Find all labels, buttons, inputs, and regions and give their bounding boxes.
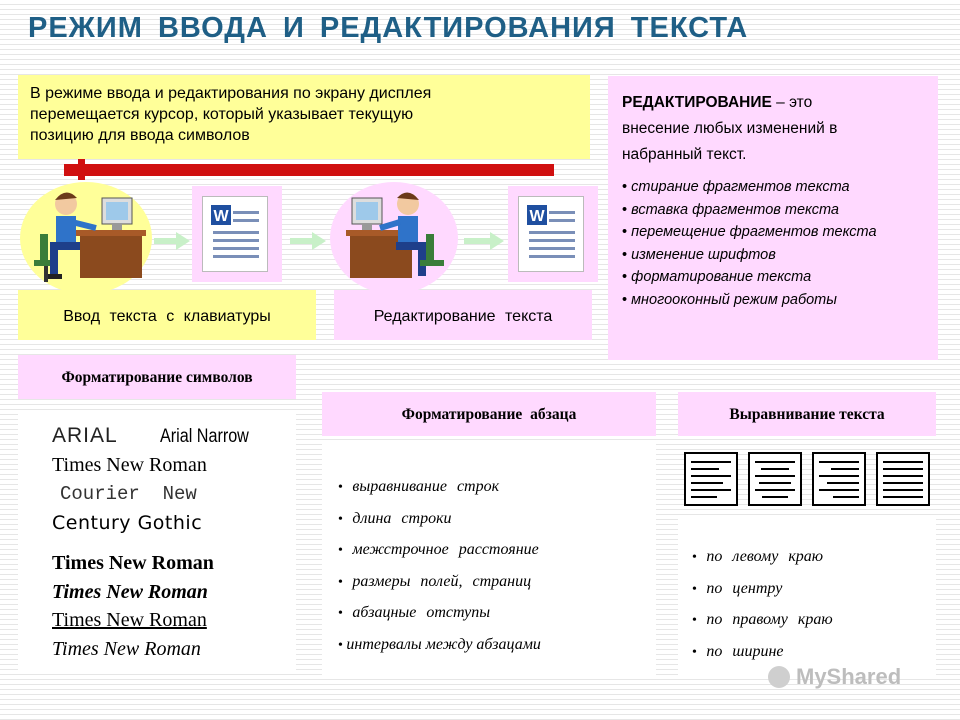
format-paragraph-heading: Форматирование абзаца: [322, 392, 656, 436]
editing-list: [622, 176, 926, 311]
font-sample-times-bold: Times New Roman: [52, 552, 214, 574]
arrow-right-icon: [154, 230, 190, 252]
page-title: РЕЖИМ ВВОДА И РЕДАКТИРОВАНИЯ ТЕКСТА: [28, 12, 749, 44]
editing-def-line-1: это: [789, 94, 813, 111]
word-letter: W: [529, 208, 545, 225]
font-sample-arial: ARIAL: [52, 424, 118, 447]
align-list: [692, 542, 833, 668]
person-at-computer-icon: [330, 182, 458, 294]
intro-box: [18, 75, 590, 159]
align-justify-icon: [876, 452, 930, 506]
caption-edit: Редактирование текста: [334, 290, 592, 340]
align-text-heading: Выравнивание текста: [678, 392, 936, 436]
paragraph-list: [338, 472, 541, 661]
word-document-icon: [518, 196, 584, 272]
caption-input: Ввод текста с клавиатуры: [18, 290, 316, 340]
font-sample-times: Times New Roman: [52, 454, 207, 476]
align-list-box: [678, 518, 936, 676]
paragraph-item: • абзацные отступы: [338, 598, 541, 630]
editing-item: • изменение шрифтов: [622, 244, 926, 267]
align-right-icon: [812, 452, 866, 506]
editing-item: • стирание фрагментов текста: [622, 176, 926, 199]
word-document-icon: [202, 196, 268, 272]
red-bar-main: [64, 164, 554, 176]
align-item: • по ширине: [692, 637, 833, 669]
editing-person-illustration: [330, 182, 458, 294]
intro-line-3: позицию для ввода символов: [30, 127, 250, 144]
editing-definition: [622, 90, 926, 168]
editing-def-line-2: внесение любых изменений в: [622, 120, 838, 137]
paragraph-item: • межстрочное расстояние: [338, 535, 541, 567]
font-sample-times-underline: Times New Roman: [52, 609, 207, 631]
align-left-icon: [684, 452, 738, 506]
align-item: • по левому краю: [692, 542, 833, 574]
watermark: [768, 664, 901, 690]
arrow-right-icon: [290, 230, 326, 252]
editing-def-line-3: набранный текст.: [622, 146, 747, 163]
font-sample-times-italic: Times New Roman: [52, 638, 201, 660]
format-chars-heading: Форматирование символов: [18, 355, 296, 399]
font-sample-courier: Courier New: [60, 483, 197, 505]
paragraph-item: • интервалы между абзацами: [338, 630, 541, 662]
editing-item: • многооконный режим работы: [622, 289, 926, 312]
paragraph-list-box: [322, 444, 656, 676]
red-bar-stem: [78, 158, 85, 180]
intro-line-2: перемещается курсор, который указывает текущую: [30, 106, 414, 123]
word-letter: W: [213, 208, 229, 225]
arrow-right-icon: [464, 230, 504, 252]
align-item: • по правому краю: [692, 605, 833, 637]
paragraph-item: • длина строки: [338, 504, 541, 536]
font-sample-arial-narrow: Arial Narrow: [160, 426, 249, 447]
editing-item: • перемещение фрагментов текста: [622, 221, 926, 244]
paragraph-item: • размеры полей, страниц: [338, 567, 541, 599]
editing-item: • форматирование текста: [622, 266, 926, 289]
font-sample-times-bold-italic: Times New Roman: [52, 581, 208, 603]
editing-item: • вставка фрагментов текста: [622, 199, 926, 222]
person-at-computer-icon: [20, 182, 152, 294]
typing-person-illustration: [20, 182, 152, 294]
watermark-logo-icon: [768, 666, 790, 688]
editing-panel: [608, 76, 938, 360]
watermark-text: MyShared: [796, 664, 902, 689]
font-sample-century: Century Gothic: [52, 512, 203, 534]
align-item: • по центру: [692, 574, 833, 606]
align-center-icon: [748, 452, 802, 506]
editing-dash: –: [771, 94, 790, 111]
intro-line-1: В режиме ввода и редактирования по экрану дисплея: [30, 85, 432, 102]
fonts-sample-box: [18, 410, 296, 672]
paragraph-item: • выравнивание строк: [338, 472, 541, 504]
editing-term: РЕДАКТИРОВАНИЕ: [622, 94, 772, 111]
